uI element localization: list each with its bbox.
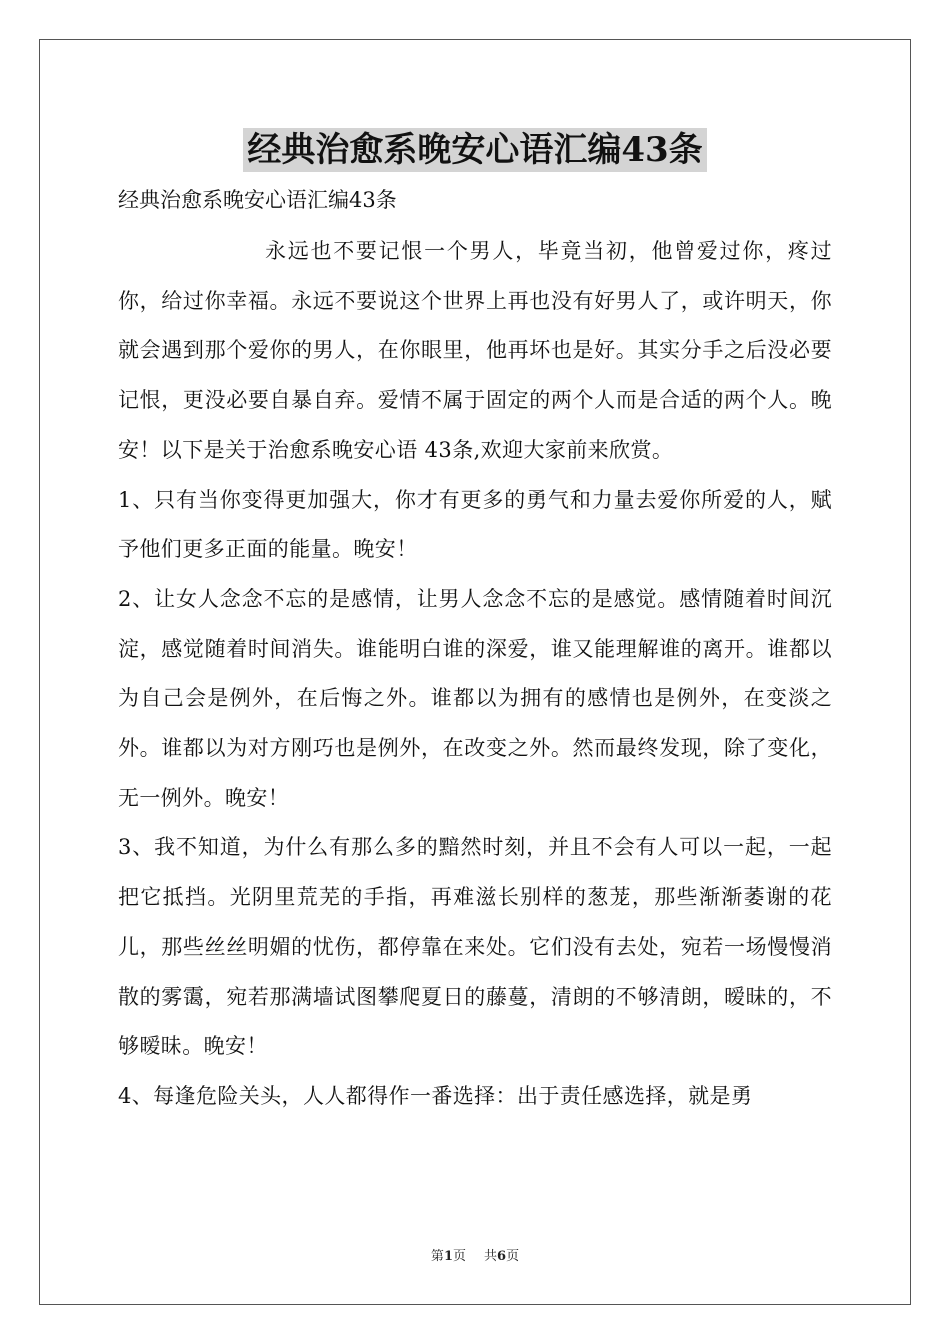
total-label-suffix: 页 [506,1249,520,1264]
document-body [118,227,832,1122]
title-container [0,128,950,172]
page-label-prefix: 第 [430,1249,444,1264]
intro-paragraph: 永远也不要记恨一个男人，毕竟当初，他曾爱过你，疼过你，给过你幸福。永远不要说这个世界上再也没有好男人了，或许明天，你就会遇到那个爱你的男人，在你眼里，他再坏也是好。其实分手之后没必要记恨，更没必要自暴自弃。爱情不属于固定的两个人而是合适的两个人。晚安！以下是关于治愈系晚安心语 43条,欢迎大家前来欣赏。 [118,239,832,462]
list-item: 1、只有当你变得更加强大，你才有更多的勇气和力量去爱你所爱的人，赋予他们更多正面的能量。晚安！ [118,487,832,562]
page-current-number: 1 [443,1249,453,1264]
list-item: 4、每逢危险关头，人人都得作一番选择：出于责任感选择，就是勇 [118,1083,753,1108]
list-item: 3、我不知道，为什么有那么多的黯然时刻，并且不会有人可以一起，一起把它抵挡。光阴里荒芜的手指，再难滋长别样的葱茏，那些渐渐萎谢的花儿，那些丝丝明媚的忧伤，都停靠在来处。它们没有去处，宛若一场慢慢消散的雾霭，宛若那满墙试图攀爬夏日的藤蔓，清朗的不够清朗，暧昧的，不够暧昧。晚安！ [118,835,832,1059]
document-subtitle: 经典治愈系晚安心语汇编43条 [118,188,397,212]
total-label-prefix: 共 [484,1249,498,1264]
page-total-number: 6 [497,1249,507,1264]
page-label-suffix: 页 [452,1249,466,1264]
list-item: 2、让女人念念不忘的是感情，让男人念念不忘的是感觉。感情随着时间沉淀，感觉随着时间消失。谁能明白谁的深爱，谁又能理解谁的离开。谁都以为自己会是例外，在后悔之外。谁都以为拥有的感情也是例外，在变淡之外。谁都以为对方刚巧也是例外，在改变之外。然而最终发现，除了变化，无一例外。晚安！ [118,586,832,810]
page-footer [0,1248,950,1266]
document-title: 经典治愈系晚安心语汇编43条 [243,128,706,172]
